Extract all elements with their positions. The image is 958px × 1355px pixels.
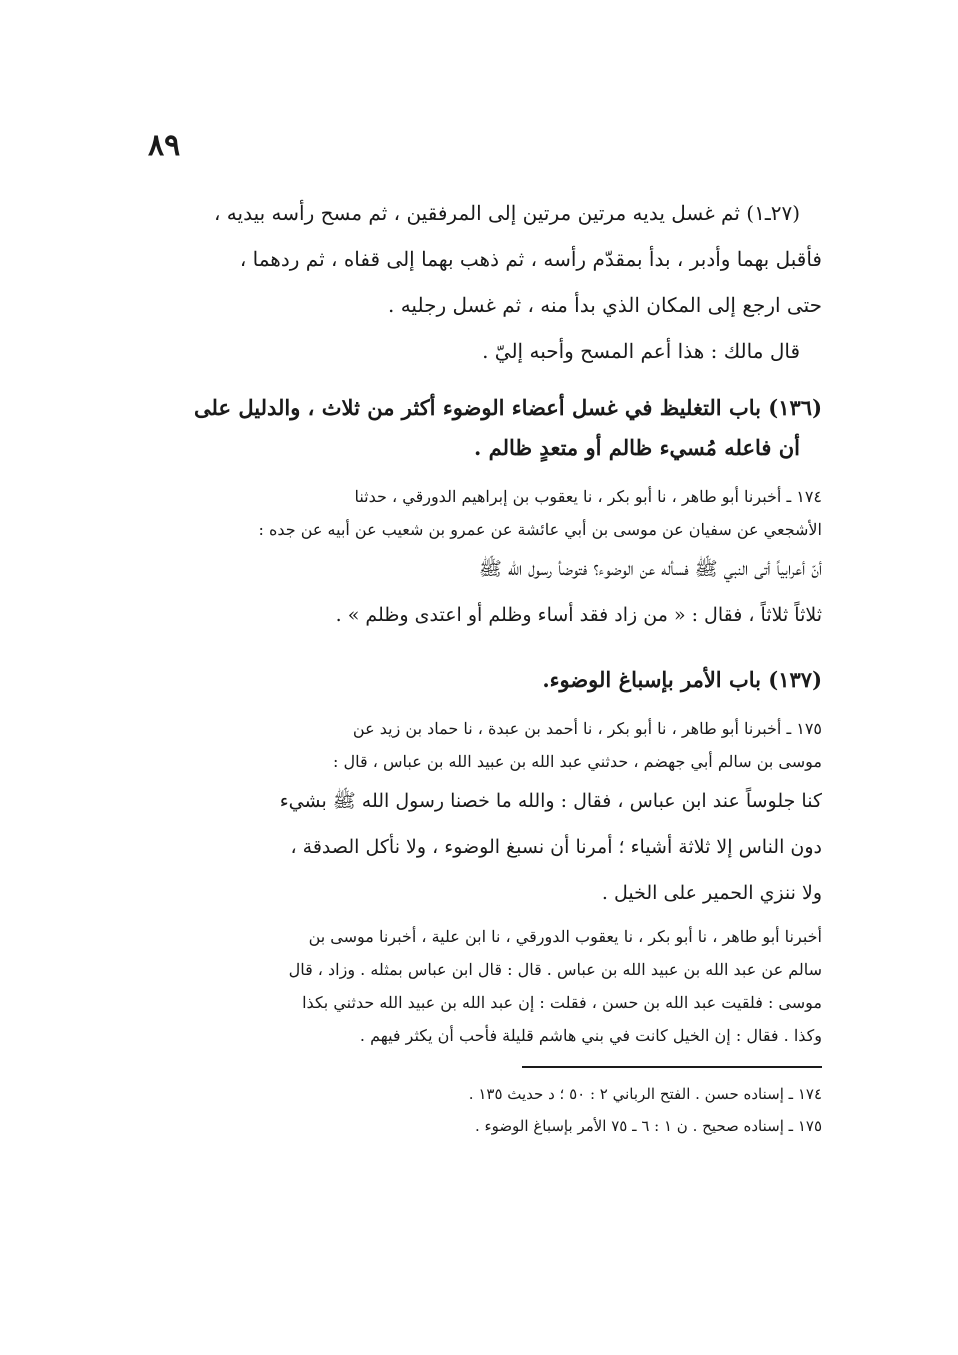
footnote-divider: [522, 1066, 822, 1068]
paragraph-line: حتى ارجع إلى المكان الذي بدأ منه ، ثم غسل رجليه .: [387, 293, 822, 317]
paragraph-line: قال مالك : هذا أعم المسح وأحبه إليّ .: [482, 339, 800, 363]
chapter-heading: أن فاعله مُسيء ظالم أو متعدٍ ظالم .: [474, 435, 800, 460]
isnad-line: ١٧٥ ـ أخبرنا أبو طاهر ، نا أبو بكر ، نا أحمد بن عبدة ، نا حماد بن زيد عن: [352, 719, 822, 738]
isnad-line: موسى بن سالم أبي جهضم ، حدثني عبد الله بن عبيد الله بن عباس ، قال :: [333, 752, 822, 771]
matn-line: ولا ننزي الحمير على الخيل .: [601, 882, 822, 904]
chapter-heading: (١٣٧) باب الأمر بإسباغ الوضوء.: [542, 667, 822, 692]
matn-line: دون الناس إلا ثلاثة أشياء ؛ أمرنا أن نسبغ الوضوء ، ولا نأكل الصدقة ،: [290, 836, 822, 858]
matn-line: كنا جلوساً عند ابن عباس ، فقال : والله ما خصنا رسول الله ﷺ بشيء: [279, 790, 822, 812]
paragraph-line: (٢٧ـ١) ثم غسل يديه مرتين مرتين إلى المرفقين ، ثم مسح رأسه بيديه ،: [213, 201, 800, 225]
matn-line: ثلاثاً ثلاثاً ، فقال : « من زاد فقد أساء وظلم أو اعتدى وظلم » .: [335, 604, 822, 626]
page-number: ٨٩: [148, 128, 181, 163]
footnote: ١٧٥ ـ إسناده صحيح . ن ١ : ٦ ـ ٧٥ الأمر بإسباغ الوضوء .: [474, 1117, 822, 1135]
page-content: [150, 190, 822, 1142]
isnad-line: سالم عن عبد الله بن عبيد الله بن عباس . قال : قال ابن عباس بمثله . وزاد ، قال: [288, 960, 822, 979]
isnad-line: الأشجعي عن سفيان عن موسى بن أبي عائشة عن عمرو بن شعيب عن أبيه عن جده :: [258, 520, 822, 539]
isnad-line: أخبرنا أبو طاهر ، نا أبو بكر ، نا يعقوب الدورقي ، نا ابن علية ، أخبرنا موسى بن: [308, 927, 822, 946]
chapter-heading: (١٣٦) باب التغليظ في غسل أعضاء الوضوء أكثر من ثلاث ، والدليل على: [194, 395, 822, 420]
matn-line: أنّ أعرابياً أتى النبي ﷺ فسأله عن الوضوء؟ فتوضأ رسول الله ﷺ: [478, 558, 822, 580]
isnad-line: وكذا . فقال : إن الخيل كانت في بني هاشم قليلة فأحب أن يكثر فيهم .: [359, 1026, 822, 1045]
isnad-line: ١٧٤ ـ أخبرنا أبو طاهر ، نا أبو بكر ، نا يعقوب بن إبراهيم الدورقي ، حدثنا: [354, 487, 822, 506]
footnote: ١٧٤ ـ إسناده حسن . الفتح الرباني ٢ : ٥٠ ؛ د حديث ١٣٥ .: [468, 1085, 822, 1103]
isnad-line: موسى : فلقيت عبد الله بن حسن ، فقلت : إن عبد الله بن عبيد الله حدثني بكذا: [302, 993, 822, 1012]
paragraph-line: فأقبل بهما وأدبر ، بدأ بمقدّم رأسه ، ثم ذهب بهما إلى قفاه ، ثم ردهما ،: [239, 247, 822, 271]
